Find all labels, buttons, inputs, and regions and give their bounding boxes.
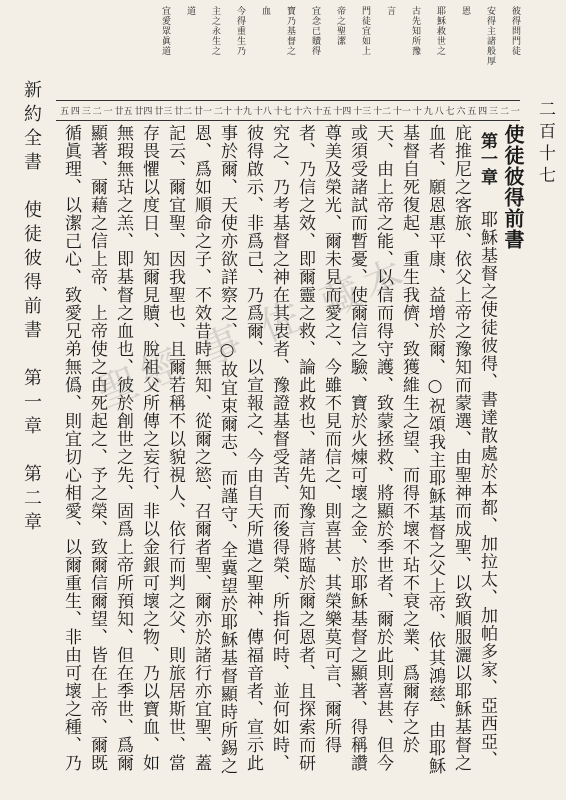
top-note: 宜念已贖得: [310, 6, 320, 56]
verse-number: 二十: [213, 107, 232, 117]
top-note: 帝之聖潔: [335, 6, 345, 46]
verse-number: 二: [92, 107, 102, 117]
verse-number: 十二: [373, 107, 392, 117]
verse-number: 一: [510, 107, 520, 117]
verse-number: 廿四: [134, 107, 153, 117]
top-note: 恩: [460, 6, 470, 16]
verse-rule: [56, 120, 520, 121]
verse-number: 十八: [253, 107, 272, 117]
top-note: 門徒宜如上: [360, 6, 370, 56]
top-note: 耶穌救世之: [435, 6, 445, 56]
page-number: 二百十七: [535, 100, 555, 188]
watermark-stamp: 聖經 事 佐 藏本: [91, 249, 417, 417]
verse-number: 十: [412, 107, 422, 117]
top-note: 安得主諸般厚: [485, 6, 495, 66]
running-title: 新約全書 使徒彼得前書 第一章 第二章: [21, 80, 42, 536]
chapter-1-title: 第一章: [477, 132, 497, 186]
chapter-1-text: 耶穌基督之使徒彼得、書達散處於本都、加拉太、加帕多家、亞西亞、庇推尼之客旅、依父上帝之豫知而蒙選、由聖神而成聖、以致順服灑以耶穌基督之血者、願恩惠平康、益增於爾、○祝頌我主耶穌基督之父上帝、依其鴻慈、由耶穌基督自死復起、重生我儕、致獲維生之望、而得不壞不玷不衰之業、爲爾存之於天、由上帝之能、以信而得守護、致蒙拯救、將顯於季世者、爾於此則喜甚、但今或須受諸試而暫憂、使爾信之驗、寶於火煉可壞之金、於耶穌基督之顯著、得稱讚尊美及榮光、爾未見而愛之、今雖不見而信之、則喜甚、其榮樂莫可言、爾所得者、乃信之效、即爾靈之救、論此救也、諸先知豫言將臨於爾之恩者、且探索而研究之、乃考基督之神在其衷者、豫證基督受苦、而後得榮、所指何時、並何如時、彼得啟示、非爲己、乃爲爾、以宣報之、今由自天所遣之聖神、傳福音者、宣示此事於爾、天使亦欲詳察之、○故宜束爾志、而謹守、全冀望於耶穌基督顯時所錫之恩、爲如順命之子、不效昔時無知、從爾之慾、召爾者聖、爾亦於諸行亦宜聖、蓋記云、爾宜聖、因我聖也、且爾若稱不以貌視人、依行而判之父、則旅居斯世、當存畏懼以度日、知爾見贖、脫祖父所傳之妄行、非以金銀可壞之物、乃以寶血、如無瑕無玷之羔、即基督之血也、彼於創世之先、固爲上帝所預知、但在季世、爲爾顯著、爾藉之信上帝、上帝使之由死起之、予之榮、致爾信爾望、皆在上帝、爾既循眞理、以潔己心、致愛兄弟無僞、則宜切心相愛、以爾重生、非由可壞之種、乃: [61, 124, 497, 775]
verse-number: 十七: [273, 107, 292, 117]
verse-number: 五: [467, 107, 477, 117]
verse-number: 一: [103, 107, 113, 117]
verse-number: 三: [489, 107, 499, 117]
verse-number: 十三: [353, 107, 372, 117]
verse-number: 廿五: [114, 107, 133, 117]
top-note: 宜愛眾眞道: [160, 6, 170, 56]
top-note: 今得重生乃: [235, 6, 245, 56]
verse-number: 八: [434, 107, 444, 117]
verse-number: 五: [60, 107, 70, 117]
top-note: 古先知所豫: [410, 6, 420, 56]
verse-number: 廿三: [154, 107, 173, 117]
verse-number: 四: [70, 107, 80, 117]
verse-number: 十一: [392, 107, 411, 117]
top-note: 彼得問門徒: [510, 6, 520, 56]
main-text: [60, 124, 526, 784]
book-heading: 使徒彼得前書: [501, 124, 525, 250]
top-annotations: [60, 6, 520, 96]
verse-number: 九: [423, 107, 433, 117]
top-note: 道: [185, 6, 195, 16]
verse-number: 廿二: [174, 107, 193, 117]
verse-number: 二: [499, 107, 509, 117]
verse-number: 十四: [333, 107, 352, 117]
top-note: 主之永生之: [210, 6, 220, 56]
verse-number: 十六: [293, 107, 312, 117]
top-note: 寶乃基督之: [285, 6, 295, 56]
verse-number: 四: [478, 107, 488, 117]
verse-number: 七: [445, 107, 455, 117]
verse-number: 廿一: [194, 107, 213, 117]
top-rule: [56, 100, 520, 101]
verse-number-row: [60, 104, 520, 118]
top-note: 言: [385, 6, 395, 16]
verse-number: 十九: [233, 107, 252, 117]
verse-number: 六: [456, 107, 466, 117]
top-note: 血: [260, 6, 270, 16]
verse-number: 十五: [313, 107, 332, 117]
verse-number: 三: [81, 107, 91, 117]
